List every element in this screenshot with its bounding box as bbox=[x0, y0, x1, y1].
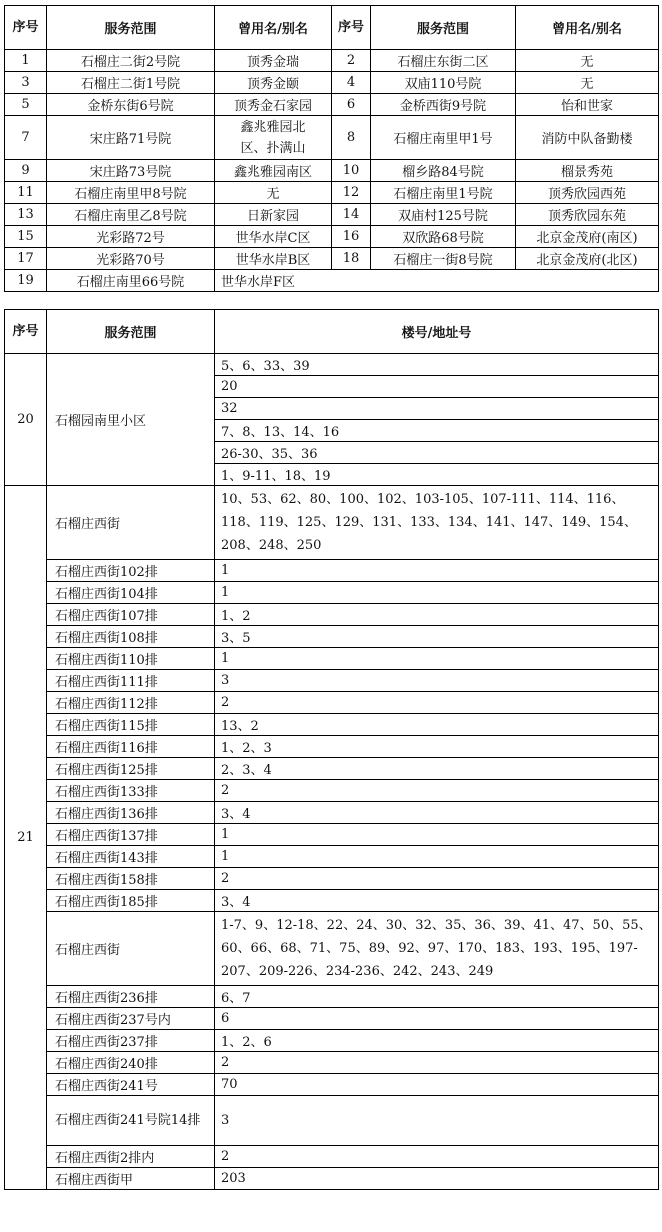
table-row bbox=[5, 94, 659, 116]
cell-index: 12 bbox=[332, 182, 371, 204]
cell-service-area: 石榴庄南里66号院 bbox=[47, 270, 215, 292]
table-row bbox=[5, 986, 659, 1008]
header-service-area: 服务范围 bbox=[47, 310, 215, 354]
table-row bbox=[5, 72, 659, 94]
cell-index: 18 bbox=[332, 248, 371, 270]
cell-service-area: 双欣路68号院 bbox=[371, 226, 516, 248]
cell-service-area: 石榴庄西街143排 bbox=[47, 846, 215, 868]
cell-address-numbers: 2 bbox=[215, 692, 659, 714]
header-service-area: 服务范围 bbox=[371, 6, 516, 50]
cell-address-numbers: 1 bbox=[215, 846, 659, 868]
cell-service-area: 石榴庄西街111排 bbox=[47, 670, 215, 692]
cell-index: 3 bbox=[5, 72, 47, 94]
table-row bbox=[5, 204, 659, 226]
cell-address-numbers: 2 bbox=[215, 1146, 659, 1168]
cell-service-area: 石榴园南里小区 bbox=[47, 354, 215, 486]
table-row bbox=[5, 648, 659, 670]
cell-service-area: 榴乡路84号院 bbox=[371, 160, 516, 182]
table-row bbox=[5, 560, 659, 582]
table-row bbox=[5, 1052, 659, 1074]
table-row bbox=[5, 912, 659, 986]
cell-service-area: 金桥东街6号院 bbox=[47, 94, 215, 116]
cell-address-numbers: 6、7 bbox=[215, 986, 659, 1008]
cell-service-area: 石榴庄西街107排 bbox=[47, 604, 215, 626]
cell-service-area: 石榴庄西街133排 bbox=[47, 780, 215, 802]
cell-service-area: 石榴庄一街8号院 bbox=[371, 248, 516, 270]
cell-alias: 日新家园 bbox=[215, 204, 332, 226]
cell-index: 5 bbox=[5, 94, 47, 116]
cell-service-area: 石榴庄西街108排 bbox=[47, 626, 215, 648]
table-row bbox=[5, 626, 659, 648]
cell-address-numbers: 2 bbox=[215, 1052, 659, 1074]
table-row bbox=[5, 890, 659, 912]
cell-alias: 鑫兆雅园北区、扑满山 bbox=[215, 116, 332, 160]
cell-service-area: 石榴庄西街110排 bbox=[47, 648, 215, 670]
cell-alias: 无 bbox=[516, 50, 659, 72]
table-row bbox=[5, 50, 659, 72]
cell-index: 9 bbox=[5, 160, 47, 182]
table-row bbox=[5, 182, 659, 204]
cell-service-area: 石榴庄西街112排 bbox=[47, 692, 215, 714]
cell-service-area: 双庙110号院 bbox=[371, 72, 516, 94]
cell-address-numbers: 5、6、33、39 bbox=[215, 354, 659, 376]
header-index: 序号 bbox=[5, 6, 47, 50]
cell-service-area: 石榴庄西街 bbox=[47, 486, 215, 560]
cell-alias: 榴景秀苑 bbox=[516, 160, 659, 182]
cell-alias: 顶秀金石家园 bbox=[215, 94, 332, 116]
table-row bbox=[5, 160, 659, 182]
table-row bbox=[5, 1074, 659, 1096]
cell-address-numbers: 10、53、62、80、100、102、103-105、107-111、114、116、118、119、125、129、131、133、134、141、147、149、154、208、248、250 bbox=[215, 486, 659, 560]
table-row bbox=[5, 1008, 659, 1030]
cell-index: 8 bbox=[332, 116, 371, 160]
cell-alias: 怡和世家 bbox=[516, 94, 659, 116]
cell-alias: 无 bbox=[215, 182, 332, 204]
cell-index: 10 bbox=[332, 160, 371, 182]
table-row bbox=[5, 604, 659, 626]
cell-service-area: 石榴庄东街二区 bbox=[371, 50, 516, 72]
cell-service-area: 石榴庄西街甲 bbox=[47, 1168, 215, 1190]
cell-alias: 消防中队备勤楼 bbox=[516, 116, 659, 160]
table-row bbox=[5, 802, 659, 824]
header-alias: 曾用名/别名 bbox=[215, 6, 332, 50]
cell-service-area: 石榴庄西街115排 bbox=[47, 714, 215, 736]
cell-address-numbers: 3、4 bbox=[215, 802, 659, 824]
cell-address-numbers: 1、2、6 bbox=[215, 1030, 659, 1052]
table-row bbox=[5, 1168, 659, 1190]
cell-service-area: 石榴庄西街102排 bbox=[47, 560, 215, 582]
cell-address-numbers: 1 bbox=[215, 582, 659, 604]
cell-index: 2 bbox=[332, 50, 371, 72]
table-row bbox=[5, 486, 659, 560]
cell-service-area: 石榴庄南里甲1号 bbox=[371, 116, 516, 160]
cell-address-numbers: 70 bbox=[215, 1074, 659, 1096]
cell-alias: 顶秀金瑞 bbox=[215, 50, 332, 72]
cell-service-area: 石榴庄西街137排 bbox=[47, 824, 215, 846]
header-index: 序号 bbox=[332, 6, 371, 50]
cell-service-area: 石榴庄南里1号院 bbox=[371, 182, 516, 204]
table-row bbox=[5, 1030, 659, 1052]
cell-service-area: 石榴庄西街104排 bbox=[47, 582, 215, 604]
cell-service-area: 石榴庄西街116排 bbox=[47, 736, 215, 758]
table-row bbox=[5, 582, 659, 604]
cell-alias: 北京金茂府(南区) bbox=[516, 226, 659, 248]
cell-address-numbers: 26-30、35、36 bbox=[215, 442, 659, 464]
table-row bbox=[5, 248, 659, 270]
table-row bbox=[5, 226, 659, 248]
table-community-names bbox=[4, 5, 659, 292]
cell-alias: 世华水岸F区 bbox=[215, 270, 659, 292]
cell-alias: 顶秀欣园西苑 bbox=[516, 182, 659, 204]
cell-service-area: 光彩路70号 bbox=[47, 248, 215, 270]
table-header-row bbox=[5, 310, 659, 354]
cell-service-area: 石榴庄西街241号院14排 bbox=[47, 1096, 215, 1146]
table-header-row bbox=[5, 6, 659, 50]
table-row bbox=[5, 1096, 659, 1146]
cell-address-numbers: 1 bbox=[215, 648, 659, 670]
cell-index: 13 bbox=[5, 204, 47, 226]
cell-address-numbers: 1 bbox=[215, 824, 659, 846]
cell-service-area: 石榴庄西街236排 bbox=[47, 986, 215, 1008]
header-index: 序号 bbox=[5, 310, 47, 354]
cell-address-numbers: 13、2 bbox=[215, 714, 659, 736]
cell-index: 19 bbox=[5, 270, 47, 292]
cell-alias: 北京金茂府(北区) bbox=[516, 248, 659, 270]
cell-address-numbers: 3、4 bbox=[215, 890, 659, 912]
table-row bbox=[5, 116, 659, 160]
cell-address-numbers: 1、2、3 bbox=[215, 736, 659, 758]
cell-service-area: 石榴庄西街185排 bbox=[47, 890, 215, 912]
cell-service-area: 宋庄路71号院 bbox=[47, 116, 215, 160]
cell-service-area: 石榴庄二街1号院 bbox=[47, 72, 215, 94]
cell-index: 17 bbox=[5, 248, 47, 270]
cell-alias: 无 bbox=[516, 72, 659, 94]
cell-address-numbers: 32 bbox=[215, 398, 659, 420]
header-service-area: 服务范围 bbox=[47, 6, 215, 50]
cell-service-area: 石榴庄西街158排 bbox=[47, 868, 215, 890]
cell-service-area: 石榴庄西街237排 bbox=[47, 1030, 215, 1052]
cell-alias: 顶秀金颐 bbox=[215, 72, 332, 94]
table-row bbox=[5, 758, 659, 780]
cell-service-area: 金桥西街9号院 bbox=[371, 94, 516, 116]
cell-address-numbers: 6 bbox=[215, 1008, 659, 1030]
cell-service-area: 石榴庄西街237号内 bbox=[47, 1008, 215, 1030]
cell-index: 6 bbox=[332, 94, 371, 116]
cell-service-area: 宋庄路73号院 bbox=[47, 160, 215, 182]
cell-index: 16 bbox=[332, 226, 371, 248]
cell-index: 14 bbox=[332, 204, 371, 226]
cell-index: 11 bbox=[5, 182, 47, 204]
cell-index: 7 bbox=[5, 116, 47, 160]
table-row bbox=[5, 736, 659, 758]
table-row bbox=[5, 780, 659, 802]
cell-address-numbers: 3 bbox=[215, 1096, 659, 1146]
table-row bbox=[5, 714, 659, 736]
table-row bbox=[5, 670, 659, 692]
cell-alias: 顶秀欣园东苑 bbox=[516, 204, 659, 226]
table-row bbox=[5, 692, 659, 714]
cell-service-area: 石榴庄西街2排内 bbox=[47, 1146, 215, 1168]
table-row bbox=[5, 868, 659, 890]
cell-service-area: 光彩路72号 bbox=[47, 226, 215, 248]
cell-alias: 世华水岸B区 bbox=[215, 248, 332, 270]
cell-address-numbers: 1、9-11、18、19 bbox=[215, 464, 659, 486]
cell-index: 4 bbox=[332, 72, 371, 94]
cell-service-area: 石榴庄二街2号院 bbox=[47, 50, 215, 72]
cell-address-numbers: 20 bbox=[215, 376, 659, 398]
table-row bbox=[5, 354, 659, 376]
cell-index: 20 bbox=[5, 354, 47, 486]
cell-service-area: 石榴庄西街 bbox=[47, 912, 215, 986]
cell-index: 15 bbox=[5, 226, 47, 248]
cell-address-numbers: 3、5 bbox=[215, 626, 659, 648]
cell-service-area: 石榴庄西街240排 bbox=[47, 1052, 215, 1074]
cell-address-numbers: 2 bbox=[215, 868, 659, 890]
cell-service-area: 石榴庄西街136排 bbox=[47, 802, 215, 824]
table-building-numbers bbox=[4, 309, 659, 1190]
header-alias: 曾用名/别名 bbox=[516, 6, 659, 50]
cell-address-numbers: 2 bbox=[215, 780, 659, 802]
cell-address-numbers: 1 bbox=[215, 560, 659, 582]
cell-address-numbers: 1-7、9、12-18、22、24、30、32、35、36、39、41、47、50、55、60、66、68、71、75、89、92、97、170、183、193、195、197-207、209-226、234-236、242、243、249 bbox=[215, 912, 659, 986]
cell-alias: 鑫兆雅园南区 bbox=[215, 160, 332, 182]
cell-address-numbers: 1、2 bbox=[215, 604, 659, 626]
table-row bbox=[5, 824, 659, 846]
cell-address-numbers: 203 bbox=[215, 1168, 659, 1190]
cell-index: 1 bbox=[5, 50, 47, 72]
cell-service-area: 石榴庄南里甲8号院 bbox=[47, 182, 215, 204]
header-building-number: 楼号/地址号 bbox=[215, 310, 659, 354]
cell-service-area: 石榴庄西街125排 bbox=[47, 758, 215, 780]
cell-index: 21 bbox=[5, 486, 47, 1190]
table-row bbox=[5, 846, 659, 868]
cell-address-numbers: 2、3、4 bbox=[215, 758, 659, 780]
cell-service-area: 石榴庄南里乙8号院 bbox=[47, 204, 215, 226]
cell-service-area: 石榴庄西街241号 bbox=[47, 1074, 215, 1096]
cell-alias: 世华水岸C区 bbox=[215, 226, 332, 248]
cell-address-numbers: 3 bbox=[215, 670, 659, 692]
cell-service-area: 双庙村125号院 bbox=[371, 204, 516, 226]
table-row bbox=[5, 1146, 659, 1168]
cell-address-numbers: 7、8、13、14、16 bbox=[215, 420, 659, 442]
table-row bbox=[5, 270, 659, 292]
